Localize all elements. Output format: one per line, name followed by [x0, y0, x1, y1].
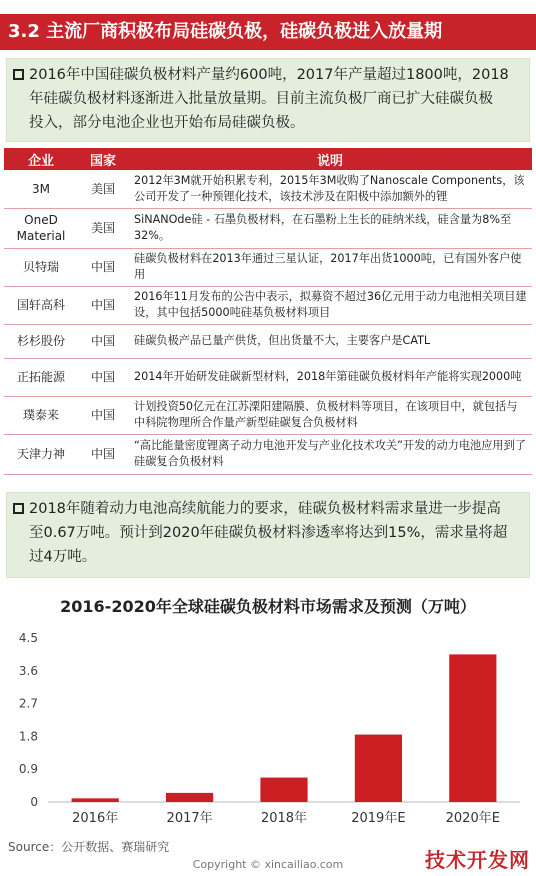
- table-row: [4, 324, 532, 358]
- table-header-row: [4, 148, 532, 170]
- note-line: 投入，部分电池企业也开始布局硅碳负极。: [29, 115, 305, 131]
- company-cell: OneD Material: [4, 208, 78, 248]
- copyright-text: Copyright © xincailiao.com: [192, 858, 344, 871]
- x-tick-label: 2018年: [260, 811, 308, 826]
- y-tick-label: 0.9: [18, 762, 38, 777]
- x-tick-label: 2016年: [72, 811, 119, 826]
- x-tick-label: 2020年E: [445, 811, 500, 826]
- country-cell: 中国: [78, 324, 128, 358]
- checkbox-bullet-icon: [13, 503, 24, 514]
- desc-cell: 2016年11月发布的公告中表示，拟募资不超过36亿元用于动力电池相关项目建设，其中包括5000吨硅基负极材料项目: [128, 286, 532, 324]
- summary-note-1: [6, 58, 530, 142]
- country-cell: 中国: [78, 434, 128, 474]
- table-row: [4, 248, 532, 286]
- bar-3: [260, 778, 307, 802]
- y-tick-label: 3.6: [18, 663, 38, 678]
- note-line: 过4万吨。: [29, 549, 97, 565]
- x-tick-label: 2017年: [166, 811, 213, 826]
- table-row: [4, 396, 532, 434]
- header-company: 企业: [4, 148, 78, 170]
- country-cell: 美国: [78, 170, 128, 208]
- summary-note-2: [6, 492, 530, 578]
- desc-cell: 计划投资50亿元在江苏溧阳建隔膜、负极材料等项目，在该项目中，就包括与中科院物理所合作量产新型硅碳复合负极材料: [128, 396, 532, 434]
- country-cell: 中国: [78, 358, 128, 396]
- site-logo: 技术开发网: [425, 848, 530, 872]
- table-row: [4, 358, 532, 396]
- table-row: [4, 208, 532, 248]
- note-line: 2016年中国硅碳负极材料产量约600吨，2017年产量超过1800吨，2018: [29, 67, 509, 83]
- page-title: 3.2 主流厂商积极布局硅碳负极，硅碳负极进入放量期: [0, 14, 536, 50]
- bar-2: [166, 793, 213, 802]
- table-row: [4, 170, 532, 208]
- desc-cell: 硅碳负极产品已量产供货，但出货量不大，主要客户是CATL: [128, 324, 532, 358]
- y-tick-label: 4.5: [18, 631, 38, 645]
- demand-bar-chart: [0, 616, 536, 836]
- x-tick-label: 2019年E: [351, 811, 406, 826]
- company-cell: 天津力神: [4, 434, 78, 474]
- table-row: [4, 286, 532, 324]
- company-table: [4, 148, 532, 475]
- desc-cell: SiNANOde硅 - 石墨负极材料，在石墨粉上生长的硅纳米线，硅含量为8%至32%。: [128, 208, 532, 248]
- bar-1: [72, 798, 119, 802]
- country-cell: 中国: [78, 286, 128, 324]
- company-cell: 国轩高科: [4, 286, 78, 324]
- checkbox-bullet-icon: [13, 69, 24, 80]
- note-line: 2018年随着动力电池高续航能力的要求，硅碳负极材料需求量进一步提高: [29, 501, 501, 517]
- desc-cell: 2014年开始研发硅碳新型材料，2018年第硅碳负极材料年产能将实现2000吨: [128, 358, 532, 396]
- company-cell: 3M: [4, 170, 78, 208]
- y-tick-label: 1.8: [18, 729, 38, 744]
- header-country: 国家: [78, 148, 128, 170]
- y-tick-label: 2.7: [18, 696, 38, 711]
- header-description: 说明: [128, 148, 532, 170]
- company-cell: 贝特瑞: [4, 248, 78, 286]
- country-cell: 中国: [78, 396, 128, 434]
- company-cell: 杉杉股份: [4, 324, 78, 358]
- desc-cell: 2012年3M就开始积累专利，2015年3M收购了Nanoscale Components，该公司开发了一种预锂化技术，该技术涉及在阳极中添加额外的锂: [128, 170, 532, 208]
- bar-5: [449, 654, 496, 802]
- y-tick-label: 0: [30, 795, 38, 809]
- company-cell: 正拓能源: [4, 358, 78, 396]
- chart-title: 2016-2020年全球硅碳负极材料市场需求及预测（万吨）: [60, 597, 476, 616]
- country-cell: 中国: [78, 248, 128, 286]
- desc-cell: “高比能量密度锂离子动力电池开发与产业化技术攻关”开发的动力电池应用到了硅碳复合负极材料: [128, 434, 532, 474]
- note-line: 年硅碳负极材料逐渐进入批量放量期。目前主流负极厂商已扩大硅碳负极: [29, 91, 493, 107]
- bar-4: [355, 735, 402, 802]
- desc-cell: 硅碳负极材料在2013年通过三星认证，2017年出货1000吨，已有国外客户使用: [128, 248, 532, 286]
- source-note: Source：公开数据、赛瑞研究: [8, 840, 170, 854]
- note-line: 至0.67万吨。预计到2020年硅碳负极材料渗透率将达到15%，需求量将超: [29, 525, 508, 541]
- country-cell: 美国: [78, 208, 128, 248]
- company-cell: 璞泰来: [4, 396, 78, 434]
- table-row: [4, 434, 532, 474]
